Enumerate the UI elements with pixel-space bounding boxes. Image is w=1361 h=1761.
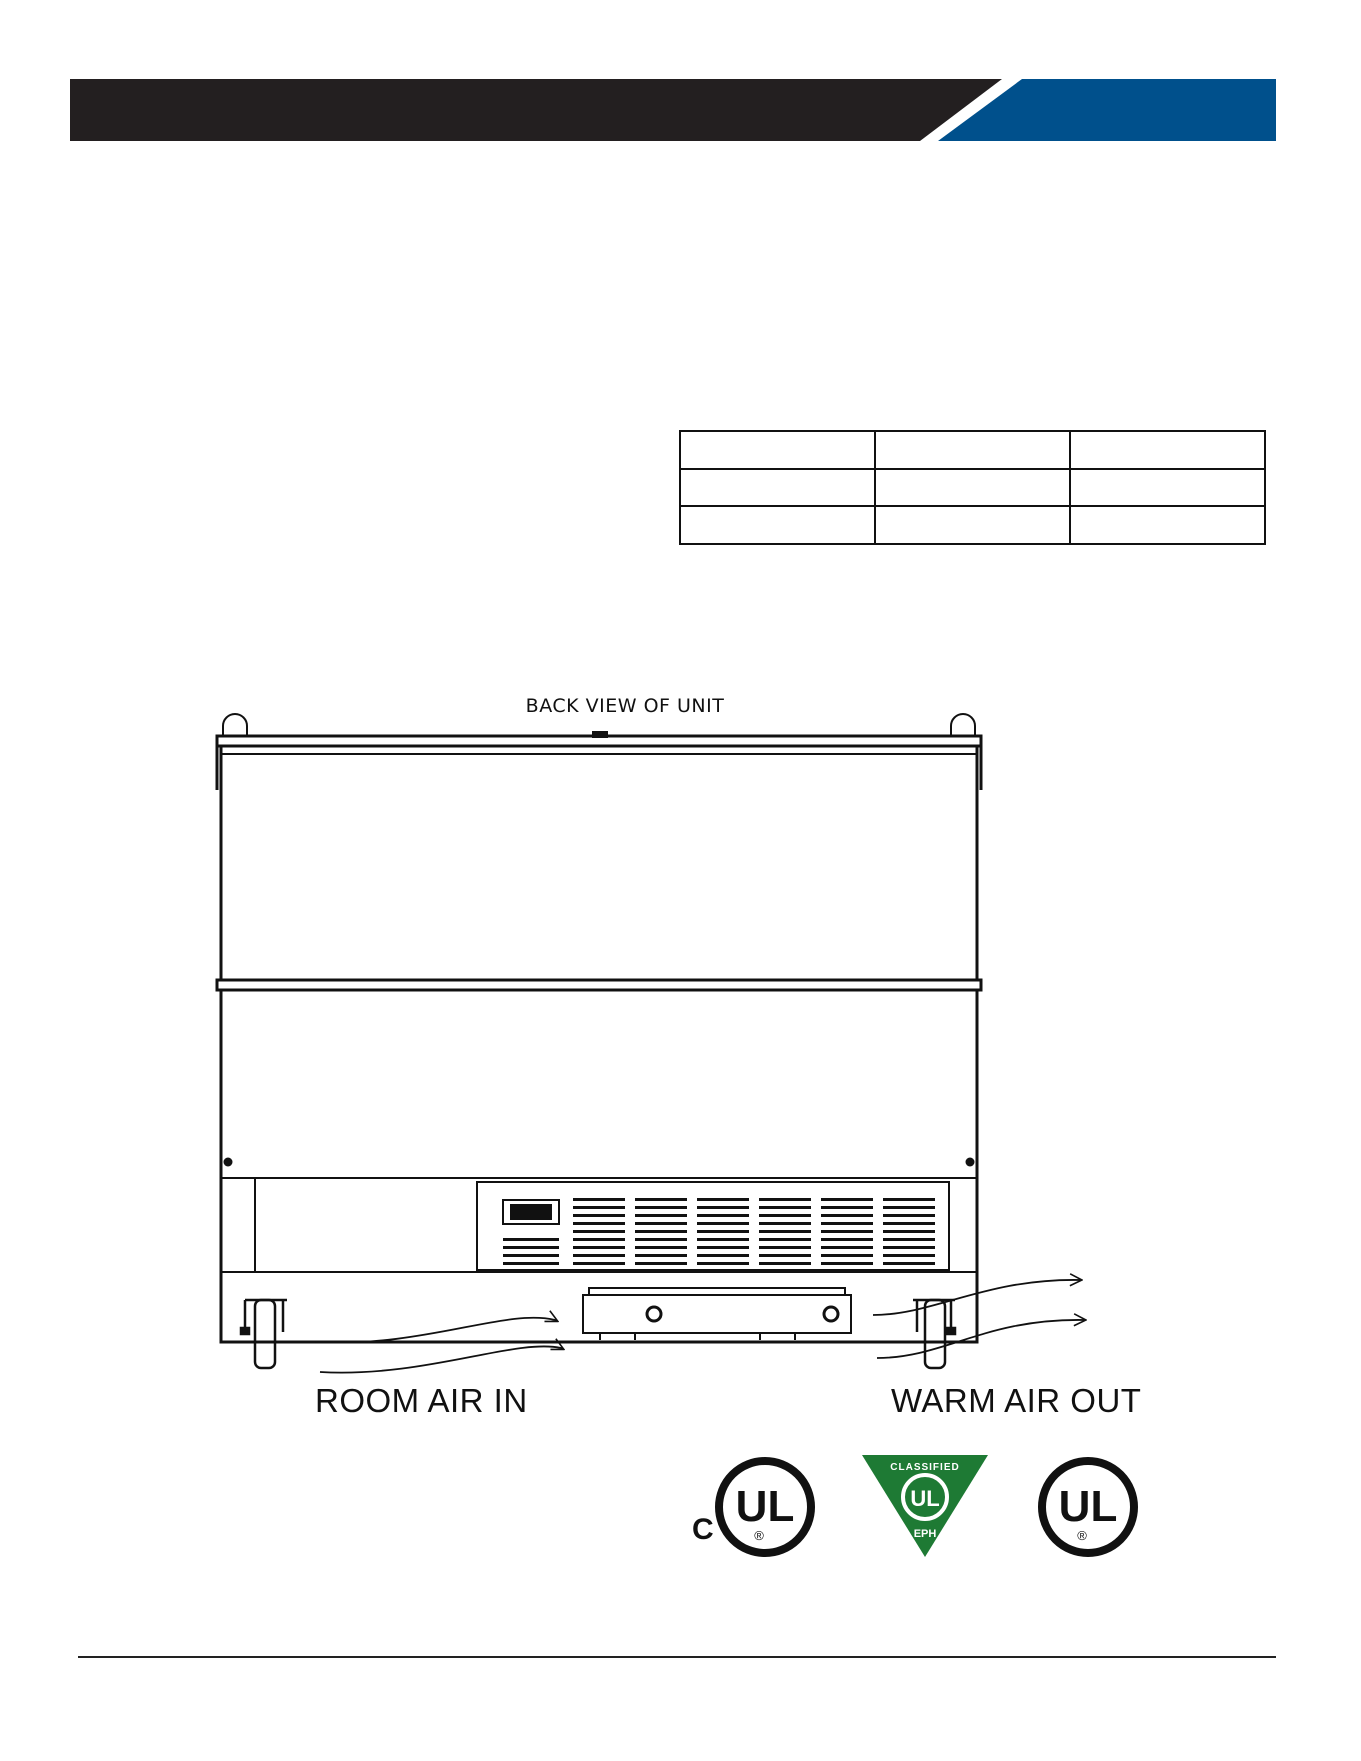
screw-right [966,1158,975,1167]
electrical-box [583,1288,851,1340]
header-band [70,79,1276,141]
ul-listed-logo [1042,1461,1134,1553]
airflow-in-arrows [315,1318,563,1373]
controller-display [503,1200,559,1224]
header-dark-bar [70,79,1002,141]
screw-left [224,1158,233,1167]
caster-left [241,1300,287,1368]
table-row [680,431,1265,469]
classified-text: CLASSIFIED [890,1462,960,1473]
ul-mark: UL [1058,1482,1118,1531]
airflow-out-arrows [873,1280,1085,1358]
vent-grille [573,1198,935,1265]
table-cell [680,469,875,507]
table-row [680,506,1265,544]
table-cell [1070,506,1265,544]
table-cell [680,506,875,544]
cul-prefix: C [692,1513,714,1546]
eph-text: EPH [913,1528,937,1540]
cul-registered-mark: ® [754,1528,764,1543]
table-cell [1070,431,1265,469]
spec-table [679,430,1266,545]
table-cell [875,469,1070,507]
table-cell [875,506,1070,544]
table-row [680,469,1265,507]
back-view-drawing [205,690,1155,1430]
ul-classified-eph-logo [862,1455,988,1557]
cul-listed-logo [692,1461,811,1553]
certification-logos [670,1455,1180,1580]
table-cell [680,431,875,469]
cul-ul-mark: UL [735,1482,795,1531]
warm-air-out-label: WARM AIR OUT [891,1382,1142,1419]
room-air-in-label: ROOM AIR IN [315,1382,528,1419]
left-vent-slots [503,1238,559,1265]
footer-divider [78,1656,1276,1658]
eph-ul-mark: UL [910,1486,940,1511]
drawing-caption: BACK VIEW OF UNIT [525,695,725,717]
caster-right [913,1300,955,1368]
table-cell [1070,469,1265,507]
ul-registered-mark: ® [1077,1528,1087,1543]
table-cell [875,431,1070,469]
